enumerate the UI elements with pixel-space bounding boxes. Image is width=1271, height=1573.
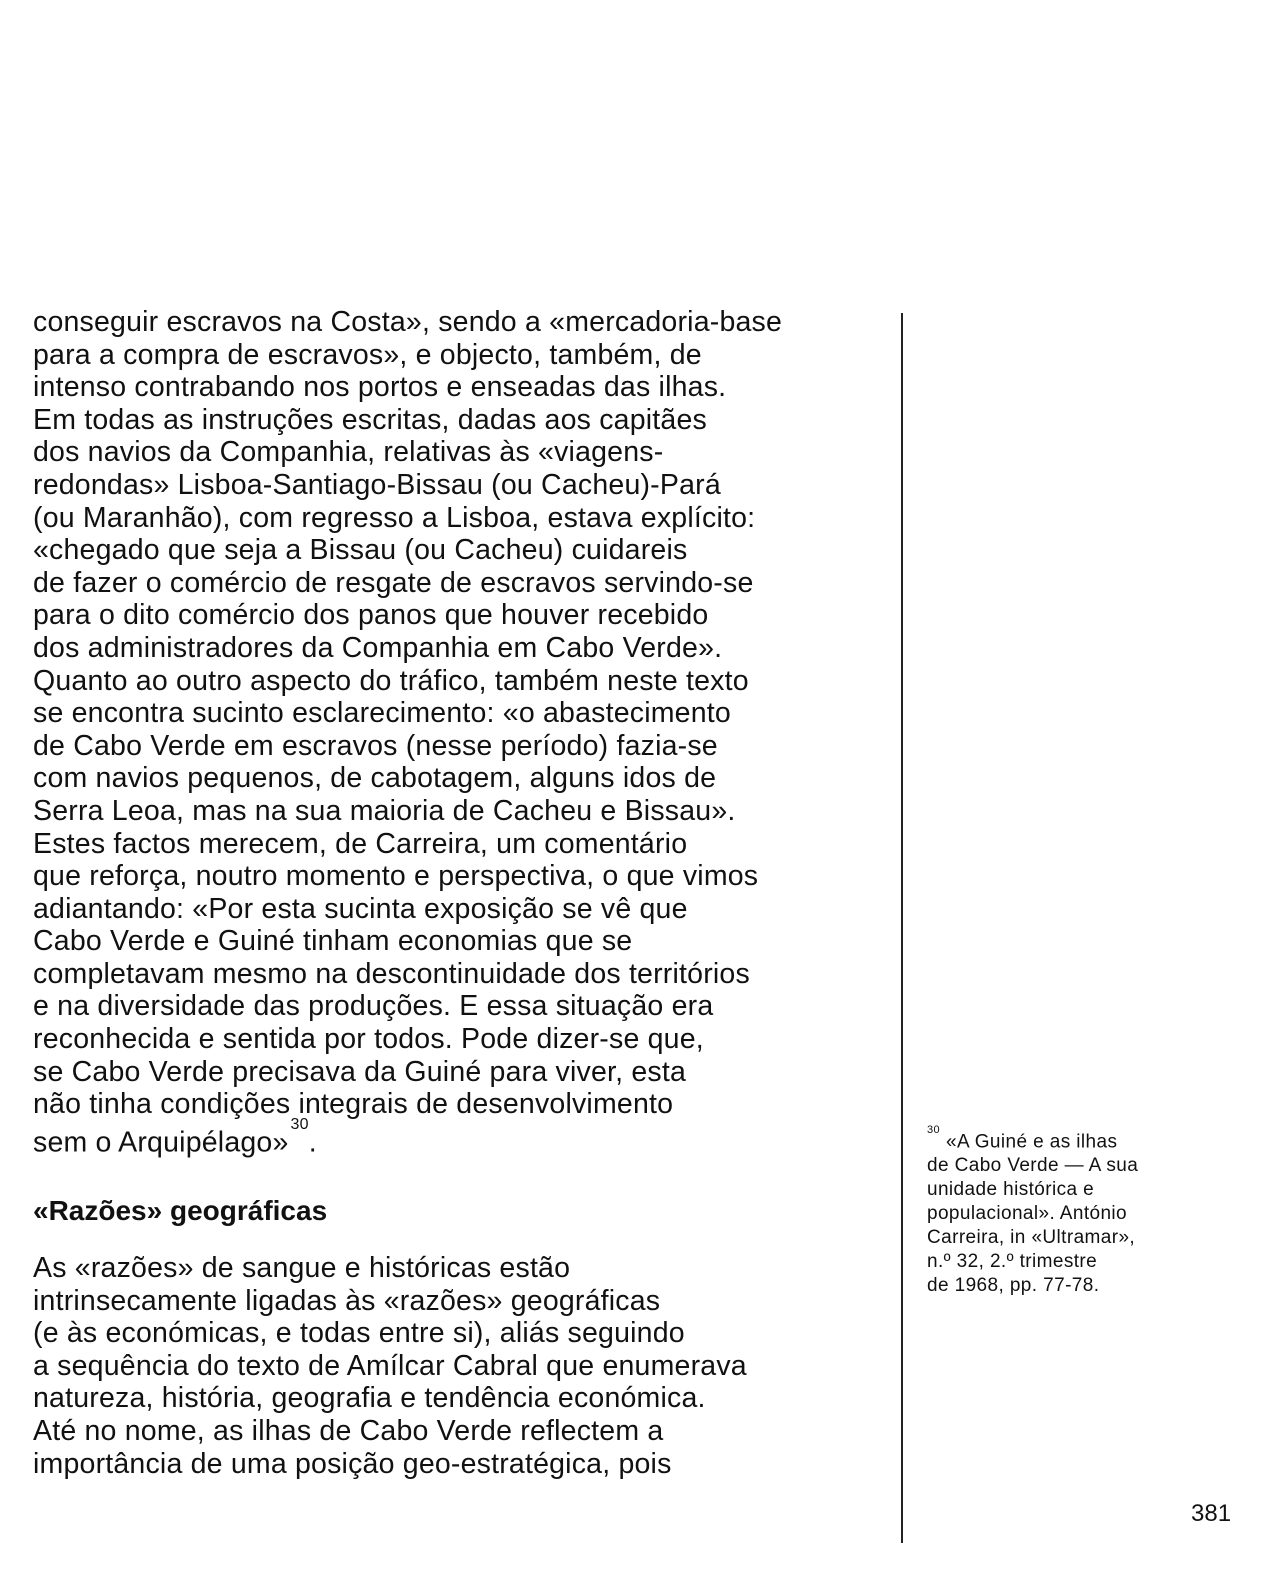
text-line: natureza, história, geografia e tendência económica. bbox=[33, 1382, 706, 1415]
text-line: de fazer o comércio de resgate de escravos servindo-se bbox=[33, 566, 754, 599]
text-line: Estes factos merecem, de Carreira, um comentário bbox=[33, 827, 688, 860]
text-line: intrinsecamente ligadas às «razões» geográficas bbox=[33, 1284, 661, 1317]
text-line: não tinha condições integrais de desenvolvimento bbox=[33, 1088, 674, 1121]
body-paragraph-1 bbox=[33, 306, 893, 1159]
footnote-line: populacional». António bbox=[927, 1203, 1128, 1225]
footnote-line: unidade histórica e bbox=[927, 1179, 1095, 1201]
text-line: e na diversidade das produções. E essa situação era bbox=[33, 990, 714, 1023]
text-line: Em todas as instruções escritas, dadas aos capitães bbox=[33, 403, 707, 436]
text-line: de Cabo Verde em escravos (nesse período) fazia-se bbox=[33, 729, 718, 762]
text-line: (ou Maranhão), com regresso a Lisboa, estava explícito: bbox=[33, 501, 756, 534]
section-heading: «Razões» geográficas bbox=[33, 1195, 328, 1226]
text-line: conseguir escravos na Costa», sendo a «mercadoria-base bbox=[33, 306, 783, 338]
footnote bbox=[927, 1125, 1247, 1298]
footnote-line: n.º 32, 2.º trimestre bbox=[927, 1251, 1098, 1273]
text-line: a sequência do texto de Amílcar Cabral que enumerava bbox=[33, 1349, 747, 1382]
body-paragraph-2 bbox=[33, 1252, 893, 1480]
text-line: completavam mesmo na descontinuidade dos territórios bbox=[33, 957, 750, 990]
text-line: para o dito comércio dos panos que houver recebido bbox=[33, 599, 709, 632]
text-line: redondas» Lisboa-Santiago-Bissau (ou Cacheu)-Pará bbox=[33, 468, 721, 501]
margin-divider bbox=[901, 313, 903, 1543]
text-line: Até no nome, as ilhas de Cabo Verde reflectem a bbox=[33, 1414, 664, 1447]
text-line: (e às económicas, e todas entre si), aliás seguindo bbox=[33, 1317, 685, 1350]
text-line: reconhecida e sentida por todos. Pode dizer-se que, bbox=[33, 1023, 704, 1056]
text-line: para a compra de escravos», e objecto, também, de bbox=[33, 338, 702, 371]
text-line: Serra Leoa, mas na sua maioria de Cacheu e Bissau». bbox=[33, 794, 736, 827]
text-line: Cabo Verde e Guiné tinham economias que se bbox=[33, 925, 633, 958]
text-line-last bbox=[33, 1115, 893, 1159]
footnote-line: Carreira, in «Ultramar», bbox=[927, 1227, 1136, 1249]
last-line-text: sem o Arquipélago» bbox=[33, 1126, 289, 1159]
text-line: importância de uma posição geo-estratégica, pois bbox=[33, 1447, 672, 1480]
footnote-number: 30 bbox=[927, 1124, 941, 1136]
text-line: dos administradores da Companhia em Cabo Verde». bbox=[33, 631, 723, 664]
text-line: que reforça, noutro momento e perspectiva, o que vimos bbox=[33, 860, 759, 893]
footnote-line: de 1968, pp. 77-78. bbox=[927, 1275, 1100, 1297]
text-line: Quanto ao outro aspecto do tráfico, também neste texto bbox=[33, 664, 749, 697]
text-line: intenso contrabando nos portos e enseadas das ilhas. bbox=[33, 371, 727, 404]
footnote-first-line: «A Guiné e as ilhas bbox=[946, 1131, 1118, 1153]
text-line: «chegado que seja a Bissau (ou Cacheu) cuidareis bbox=[33, 534, 688, 567]
text-line: dos navios da Companhia, relativas às «viagens- bbox=[33, 436, 664, 469]
sentence-end: . bbox=[308, 1126, 317, 1159]
text-line: se Cabo Verde precisava da Guiné para viver, esta bbox=[33, 1055, 687, 1088]
page-number: 381 bbox=[1191, 1500, 1232, 1527]
footnote-line: de Cabo Verde — A sua bbox=[927, 1155, 1139, 1177]
text-line: As «razões» de sangue e históricas estão bbox=[33, 1252, 571, 1284]
text-line: se encontra sucinto esclarecimento: «o abastecimento bbox=[33, 697, 731, 730]
footnote-reference[interactable]: 30 bbox=[290, 1115, 309, 1133]
text-line: adiantando: «Por esta sucinta exposição se vê que bbox=[33, 892, 688, 925]
footnote-line bbox=[927, 1125, 1247, 1154]
text-line: com navios pequenos, de cabotagem, alguns idos de bbox=[33, 762, 717, 795]
